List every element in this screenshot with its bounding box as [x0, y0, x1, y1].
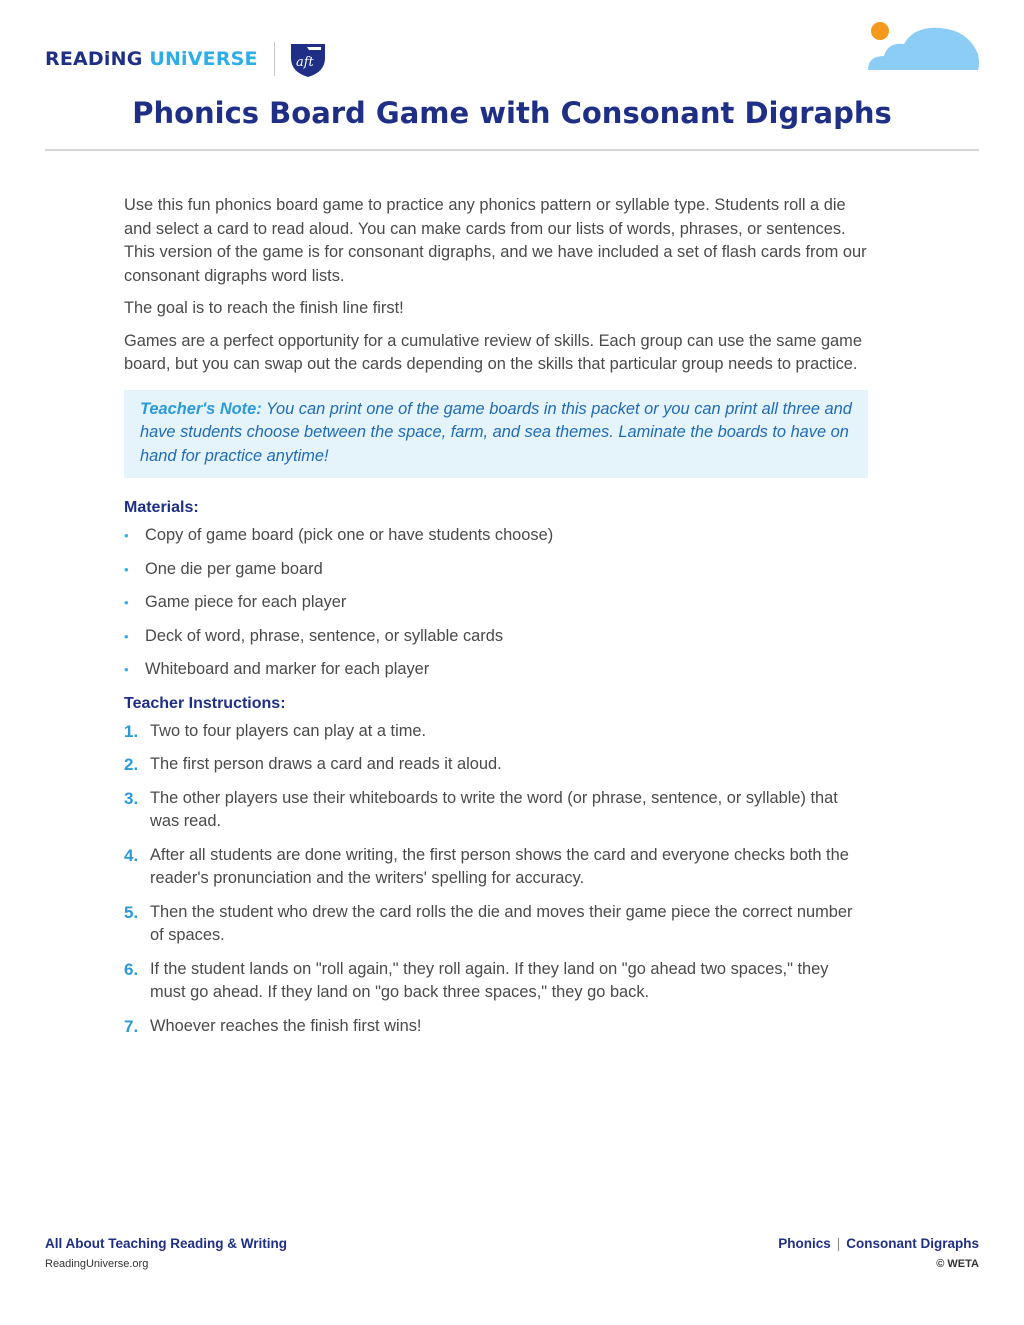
- materials-heading: Materials:: [124, 499, 199, 516]
- page-title: Phonics Board Game with Consonant Digraphs: [132, 96, 892, 130]
- bullet-icon: •: [124, 561, 129, 577]
- step-number: 7.: [124, 1016, 139, 1036]
- footer-separator: |: [836, 1236, 841, 1251]
- title-divider: [45, 149, 979, 151]
- material-text: Game piece for each player: [145, 593, 347, 611]
- intro-paragraph-2: The goal is to reach the finish line first!: [124, 299, 404, 317]
- main-content: [124, 194, 868, 1048]
- logo-word-reading: READiNG: [45, 48, 150, 70]
- list-item: [124, 524, 868, 548]
- logo-word-universe: UNiVERSE: [149, 48, 258, 70]
- list-item: [124, 753, 868, 777]
- list-item: [124, 901, 868, 948]
- reading-universe-logo: [45, 48, 258, 70]
- footer-copyright: © WETA: [936, 1258, 979, 1270]
- footer-topic: Consonant Digraphs: [846, 1236, 979, 1251]
- brand-logos: [45, 40, 329, 78]
- list-item: [124, 558, 868, 582]
- step-text: Two to four players can play at a time.: [150, 721, 427, 740]
- footer-left: [45, 1235, 287, 1271]
- footer-website-link[interactable]: ReadingUniverse.org: [45, 1258, 149, 1270]
- bullet-icon: •: [124, 662, 129, 677]
- list-item: [124, 720, 868, 744]
- material-text: One die per game board: [145, 559, 323, 578]
- list-item: [124, 658, 868, 682]
- bullet-icon: •: [124, 628, 129, 644]
- list-item: [124, 958, 868, 1005]
- materials-list: [124, 524, 868, 682]
- footer-breadcrumb: [778, 1235, 979, 1253]
- step-text: The other players use their whiteboards to write the word (or phrase, sentence, or syllable) that was read.: [150, 788, 838, 830]
- material-text: Deck of word, phrase, sentence, or syllable cards: [145, 626, 504, 645]
- logo-divider: [274, 42, 275, 76]
- footer-tagline: All About Teaching Reading & Writing: [45, 1236, 287, 1251]
- list-item: [124, 844, 868, 891]
- intro-paragraph-1: Use this fun phonics board game to practice any phonics pattern or syllable type. Students roll a die and select a card to read aloud. You can make cards from our lists of words, phrases, or sentences. This version of the game is for consonant digraphs, and we have included a set of flash cards from our consonant digraphs word lists.: [124, 196, 867, 285]
- step-number: 6.: [124, 959, 139, 979]
- instructions-list: [124, 720, 868, 1039]
- list-item: [124, 591, 868, 615]
- step-text: The first person draws a card and reads it aloud.: [150, 755, 502, 773]
- footer-right: [778, 1235, 979, 1271]
- teachers-note-text: You can print one of the game boards in this packet or you can print all three and have students choose between the space, farm, and sea themes. Laminate the boards to have on hand for practice anytime!: [140, 399, 852, 465]
- step-number: 2.: [124, 755, 139, 774]
- list-item: [124, 625, 868, 649]
- page-header: [0, 0, 1024, 130]
- bullet-icon: •: [124, 595, 129, 610]
- step-number: 4.: [124, 845, 139, 865]
- material-text: Whiteboard and marker for each player: [145, 660, 430, 678]
- footer-category: Phonics: [778, 1236, 831, 1251]
- step-text: Whoever reaches the finish first wins!: [150, 1016, 422, 1035]
- sun-cloud-icon: [862, 18, 984, 74]
- step-number: 5.: [124, 902, 139, 922]
- step-text: If the student lands on "roll again," they roll again. If they land on "go ahead two spaces," they must go ahead. If they land on "go back three spaces," they go back.: [150, 959, 829, 1001]
- step-text: Then the student who drew the card rolls the die and moves their game piece the correct number of spaces.: [150, 902, 853, 944]
- material-text: Copy of game board (pick one or have students choose): [145, 526, 554, 544]
- step-text: After all students are done writing, the first person shows the card and everyone checks both the reader's pronunciation and the writers' spelling for accuracy.: [150, 845, 849, 887]
- aft-logo-icon: [287, 40, 329, 78]
- teachers-note-box: [124, 390, 868, 479]
- step-number: 1.: [124, 721, 139, 741]
- intro-paragraph-3: Games are a perfect opportunity for a cumulative review of skills. Each group can use the same game board, but you can swap out the cards depending on the skills that particular group needs to practice.: [124, 331, 862, 373]
- teachers-note-label: Teacher's Note:: [140, 399, 262, 418]
- list-item: [124, 787, 868, 834]
- instructions-heading: Teacher Instructions:: [124, 694, 286, 712]
- aft-logo-text: aft: [295, 55, 314, 70]
- step-number: 3.: [124, 788, 139, 808]
- list-item: [124, 1015, 868, 1039]
- bullet-icon: •: [124, 528, 129, 543]
